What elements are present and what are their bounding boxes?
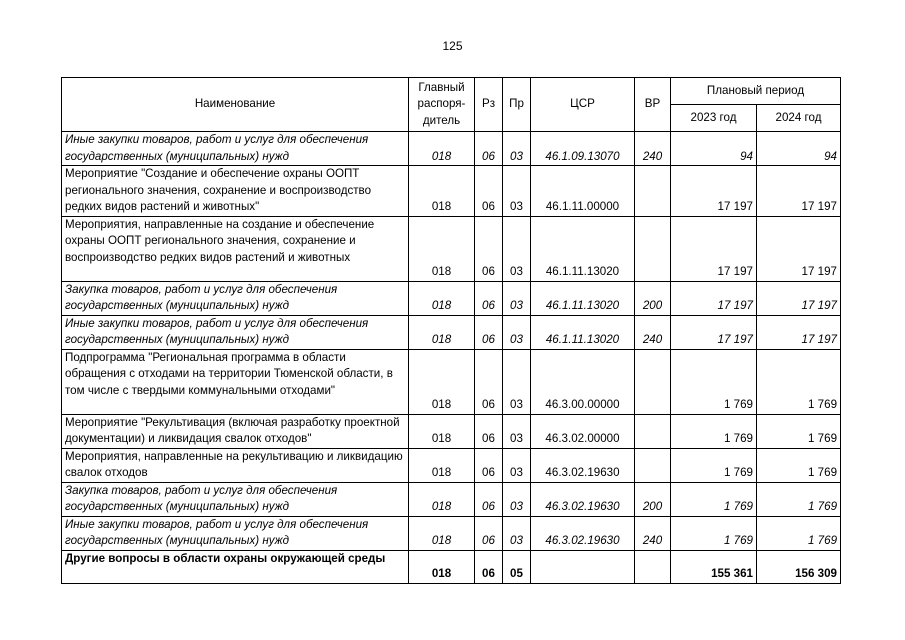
row-admin-cell: 018 (409, 315, 475, 349)
table-row (62, 516, 841, 550)
row-rz-cell: 06 (475, 482, 503, 516)
row-csr-cell: 46.3.02.00000 (531, 414, 635, 448)
row-vr-cell (635, 550, 671, 583)
header-csr: ЦСР (531, 78, 635, 132)
page-number: 125 (442, 39, 463, 53)
row-rz-cell: 06 (475, 315, 503, 349)
table-row (62, 414, 841, 448)
row-rz-cell: 06 (475, 349, 503, 414)
table-row (62, 132, 841, 166)
row-name-cell: Закупка товаров, работ и услуг для обеспечения государственных (муниципальных) нужд (62, 281, 409, 315)
row-name-cell: Иные закупки товаров, работ и услуг для обеспечения государственных (муниципальных) нужд (62, 132, 409, 166)
row-rz-cell: 06 (475, 550, 503, 583)
row-name-cell: Иные закупки товаров, работ и услуг для обеспечения государственных (муниципальных) нужд (62, 315, 409, 349)
row-vr-cell: 200 (635, 281, 671, 315)
row-rz-cell: 06 (475, 216, 503, 281)
row-2024-cell: 17 197 (757, 315, 841, 349)
row-pr-cell: 03 (503, 216, 531, 281)
row-pr-cell: 03 (503, 315, 531, 349)
header-year-2023: 2023 год (671, 105, 757, 132)
row-csr-cell (531, 550, 635, 583)
row-admin-cell: 018 (409, 349, 475, 414)
row-rz-cell: 06 (475, 448, 503, 482)
row-2023-cell: 1 769 (671, 448, 757, 482)
row-2024-cell: 94 (757, 132, 841, 166)
row-2024-cell: 1 769 (757, 414, 841, 448)
row-csr-cell: 46.1.09.13070 (531, 132, 635, 166)
row-vr-cell: 240 (635, 315, 671, 349)
row-name-cell: Мероприятие "Рекультивация (включая разработку проектной документации) и ликвидация свалок отходов" (62, 414, 409, 448)
table-row (62, 281, 841, 315)
header-rz: Рз (475, 78, 503, 132)
row-2024-cell: 1 769 (757, 516, 841, 550)
row-2023-cell: 17 197 (671, 315, 757, 349)
header-pr: Пр (503, 78, 531, 132)
table-row (62, 448, 841, 482)
row-admin-cell: 018 (409, 216, 475, 281)
row-2023-cell: 1 769 (671, 414, 757, 448)
row-rz-cell: 06 (475, 516, 503, 550)
row-admin-cell: 018 (409, 281, 475, 315)
row-csr-cell: 46.1.11.13020 (531, 216, 635, 281)
row-csr-cell: 46.3.02.19630 (531, 516, 635, 550)
row-admin-cell: 018 (409, 448, 475, 482)
row-2024-cell: 156 309 (757, 550, 841, 583)
row-admin-cell: 018 (409, 482, 475, 516)
row-name-cell: Подпрограмма "Региональная программа в области обращения с отходами на территории Тюменской области, в том числе с твердыми коммунальными отходами" (62, 349, 409, 414)
row-vr-cell (635, 414, 671, 448)
row-2023-cell: 1 769 (671, 482, 757, 516)
row-pr-cell: 03 (503, 448, 531, 482)
row-2023-cell: 1 769 (671, 349, 757, 414)
row-name-cell: Закупка товаров, работ и услуг для обеспечения государственных (муниципальных) нужд (62, 482, 409, 516)
header-plan-period: Плановый период (671, 78, 841, 105)
row-vr-cell (635, 349, 671, 414)
table-row (62, 315, 841, 349)
row-2024-cell: 1 769 (757, 349, 841, 414)
row-2024-cell: 1 769 (757, 448, 841, 482)
row-rz-cell: 06 (475, 166, 503, 217)
row-admin-cell: 018 (409, 550, 475, 583)
row-2024-cell: 17 197 (757, 281, 841, 315)
row-rz-cell: 06 (475, 281, 503, 315)
header-name: Наименование (62, 78, 409, 132)
row-pr-cell: 05 (503, 550, 531, 583)
row-2023-cell: 17 197 (671, 281, 757, 315)
row-csr-cell: 46.3.02.19630 (531, 482, 635, 516)
row-2023-cell: 155 361 (671, 550, 757, 583)
row-pr-cell: 03 (503, 349, 531, 414)
row-2023-cell: 17 197 (671, 216, 757, 281)
row-admin-cell: 018 (409, 414, 475, 448)
row-2024-cell: 17 197 (757, 166, 841, 217)
row-rz-cell: 06 (475, 414, 503, 448)
row-rz-cell: 06 (475, 132, 503, 166)
row-2024-cell: 17 197 (757, 216, 841, 281)
row-name-cell: Мероприятия, направленные на создание и обеспечение охраны ООПТ регионального значения, сохранение и воспроизводство редких видов растений и животных (62, 216, 409, 281)
budget-table (61, 77, 841, 584)
row-vr-cell (635, 216, 671, 281)
header-admin-line2: распоря- (417, 97, 466, 111)
row-vr-cell (635, 166, 671, 217)
row-name-cell: Другие вопросы в области охраны окружающей среды (62, 550, 409, 583)
row-csr-cell: 46.1.11.13020 (531, 281, 635, 315)
row-2024-cell: 1 769 (757, 482, 841, 516)
row-pr-cell: 03 (503, 516, 531, 550)
header-admin-line1: Главный (418, 80, 465, 94)
row-name-cell: Иные закупки товаров, работ и услуг для обеспечения государственных (муниципальных) нужд (62, 516, 409, 550)
row-vr-cell: 240 (635, 516, 671, 550)
table-row (62, 216, 841, 281)
table-row (62, 166, 841, 217)
row-csr-cell: 46.1.11.00000 (531, 166, 635, 217)
row-2023-cell: 1 769 (671, 516, 757, 550)
row-vr-cell (635, 448, 671, 482)
row-2023-cell: 17 197 (671, 166, 757, 217)
header-vr: ВР (635, 78, 671, 132)
row-pr-cell: 03 (503, 132, 531, 166)
table-row (62, 349, 841, 414)
row-2023-cell: 94 (671, 132, 757, 166)
row-pr-cell: 03 (503, 166, 531, 217)
header-admin (409, 78, 475, 132)
row-pr-cell: 03 (503, 414, 531, 448)
row-pr-cell: 03 (503, 482, 531, 516)
row-vr-cell: 200 (635, 482, 671, 516)
table-body (62, 132, 841, 584)
row-csr-cell: 46.3.02.19630 (531, 448, 635, 482)
row-admin-cell: 018 (409, 132, 475, 166)
row-admin-cell: 018 (409, 516, 475, 550)
row-csr-cell: 46.1.11.13020 (531, 315, 635, 349)
row-pr-cell: 03 (503, 281, 531, 315)
header-year-2024: 2024 год (757, 105, 841, 132)
row-vr-cell: 240 (635, 132, 671, 166)
table-row (62, 550, 841, 583)
header-admin-line3: дитель (422, 113, 461, 127)
row-csr-cell: 46.3.00.00000 (531, 349, 635, 414)
table-row (62, 482, 841, 516)
row-admin-cell: 018 (409, 166, 475, 217)
row-name-cell: Мероприятие "Создание и обеспечение охраны ООПТ регионального значения, сохранение и воспроизводство редких видов растений и животных" (62, 166, 409, 217)
row-name-cell: Мероприятия, направленные на рекультивацию и ликвидацию свалок отходов (62, 448, 409, 482)
